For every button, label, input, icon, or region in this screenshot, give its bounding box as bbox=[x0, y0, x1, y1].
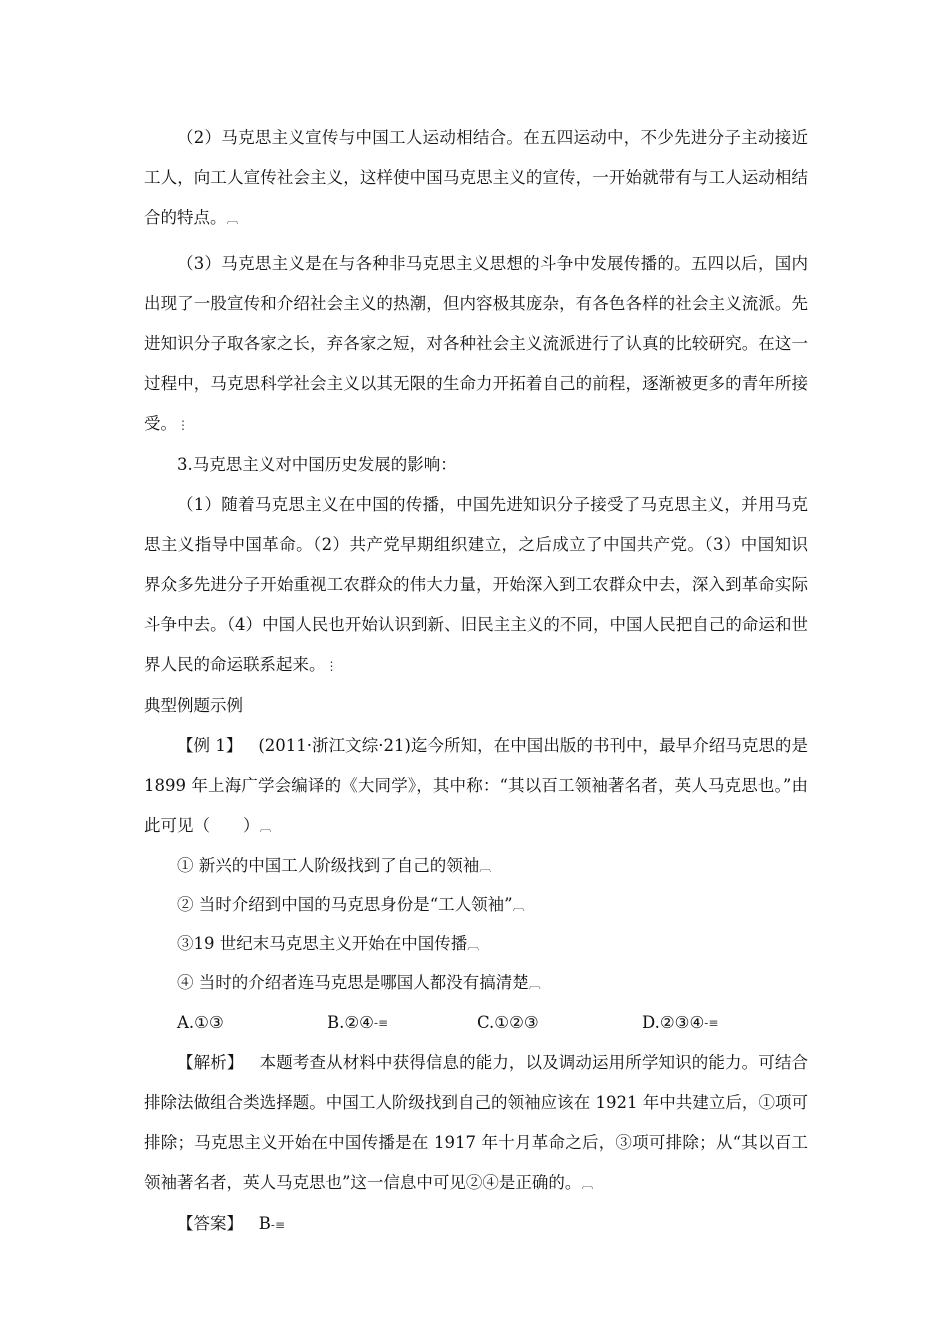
example-label: 【例 1】 bbox=[177, 736, 243, 755]
option-2: ② 当时介绍到中国的马克思身份是“工人领袖”︹ bbox=[177, 895, 525, 914]
example-question: 【例 1】 (2011·浙江文综·21)迄今所知，在中国出版的书刊中，最早介绍马克思的是 1899 年上海广学会编译的《大同学》，其中称：“其以百工领袖著名者，英人马克思也。”由此可见（ ）︹ bbox=[144, 736, 808, 835]
answer-label: 【答案】 bbox=[177, 1214, 243, 1233]
choice-b: B.②④ -≡ bbox=[327, 1013, 389, 1032]
analysis-paragraph: 【解析】 本题考查从材料中获得信息的能力，以及调动运用所学知识的能力。可结合排除法做组合类选择题。中国工人阶级找到自己的领袖应该在 1921 年中共建立后，①项可排除；马克思主义开始在中国传播是在 1917 年十月革命之后，③项可排除；从“其以百工领袖著名者，英人马克思也”这一信息中可见②④是正确的。︹ bbox=[144, 1053, 809, 1192]
analysis-label: 【解析】 bbox=[177, 1053, 244, 1072]
example-stem: (2011·浙江文综·21)迄今所知，在中国出版的书刊中，最早介绍马克思的是 1899 年上海广学会编译的《大同学》，其中称：“其以百工领袖著名者，英人马克思也。”由此可见（ ） bbox=[144, 736, 808, 835]
answer-paragraph: 【答案】 B-≡ bbox=[177, 1214, 285, 1233]
paragraph-point-3: （3）马克思主义是在与各种非马克思主义思想的斗争中发展传播的。五四以后，国内出现了一股宣传和介绍社会主义的热潮，但内容极其庞杂，有各色各样的社会主义流派。先进知识分子取各家之长，弃各家之短，对各种社会主义流派进行了认真的比较研究。在这一过程中，马克思科学社会主义以其无限的生命力开拓着自己的前程，逐渐被更多的青年所接受。⋮ bbox=[144, 254, 808, 433]
analysis-text: 本题考查从材料中获得信息的能力，以及调动运用所学知识的能力。可结合排除法做组合类选择题。中国工人阶级找到自己的领袖应该在 1921 年中共建立后，①项可排除；马克思主义开始在中国传播是在 1917 年十月革命之后，③项可排除；从“其以百工领袖著名者，英人马克思也”这一信息中可见②④是正确的。 bbox=[144, 1053, 809, 1192]
option-1: ① 新兴的中国工人阶级找到了自己的领袖︹ bbox=[177, 856, 492, 875]
answer-choices bbox=[144, 1003, 808, 1043]
paragraph-point-2: （2）马克思主义宣传与中国工人运动相结合。在五四运动中，不少先进分子主动接近工人，向工人宣传社会主义，这样使中国马克思主义的宣传，一开始就带有与工人运动相结合的特点。︹ bbox=[144, 128, 808, 227]
choice-a: A.①③ bbox=[177, 1013, 224, 1032]
option-4: ④ 当时的介绍者连马克思是哪国人都没有搞清楚︹ bbox=[177, 973, 541, 992]
paragraph-influence: （1）随着马克思主义在中国的传播，中国先进知识分子接受了马克思主义，并用马克思主义指导中国革命。（2）共产党早期组织建立，之后成立了中国共产党。（3）中国知识界众多先进分子开始重视工农群众的伟大力量，开始深入到工农群众中去，深入到革命实际斗争中去。（4）中国人民也开始认识到新、旧民主主义的不同，中国人民把自己的命运和世界人民的命运联系起来。⋮ bbox=[144, 495, 808, 674]
answer-text: B bbox=[258, 1214, 271, 1233]
choice-d: D.②③④ -≡ bbox=[642, 1013, 719, 1032]
document-body bbox=[144, 118, 808, 1245]
section-title: 典型例题示例 bbox=[144, 696, 243, 715]
heading-influence: 3.马克思主义对中国历史发展的影响： bbox=[177, 455, 457, 474]
option-3: ③19 世纪末马克思主义开始在中国传播︹ bbox=[177, 934, 480, 953]
choice-c: C.①②③ bbox=[477, 1013, 539, 1032]
